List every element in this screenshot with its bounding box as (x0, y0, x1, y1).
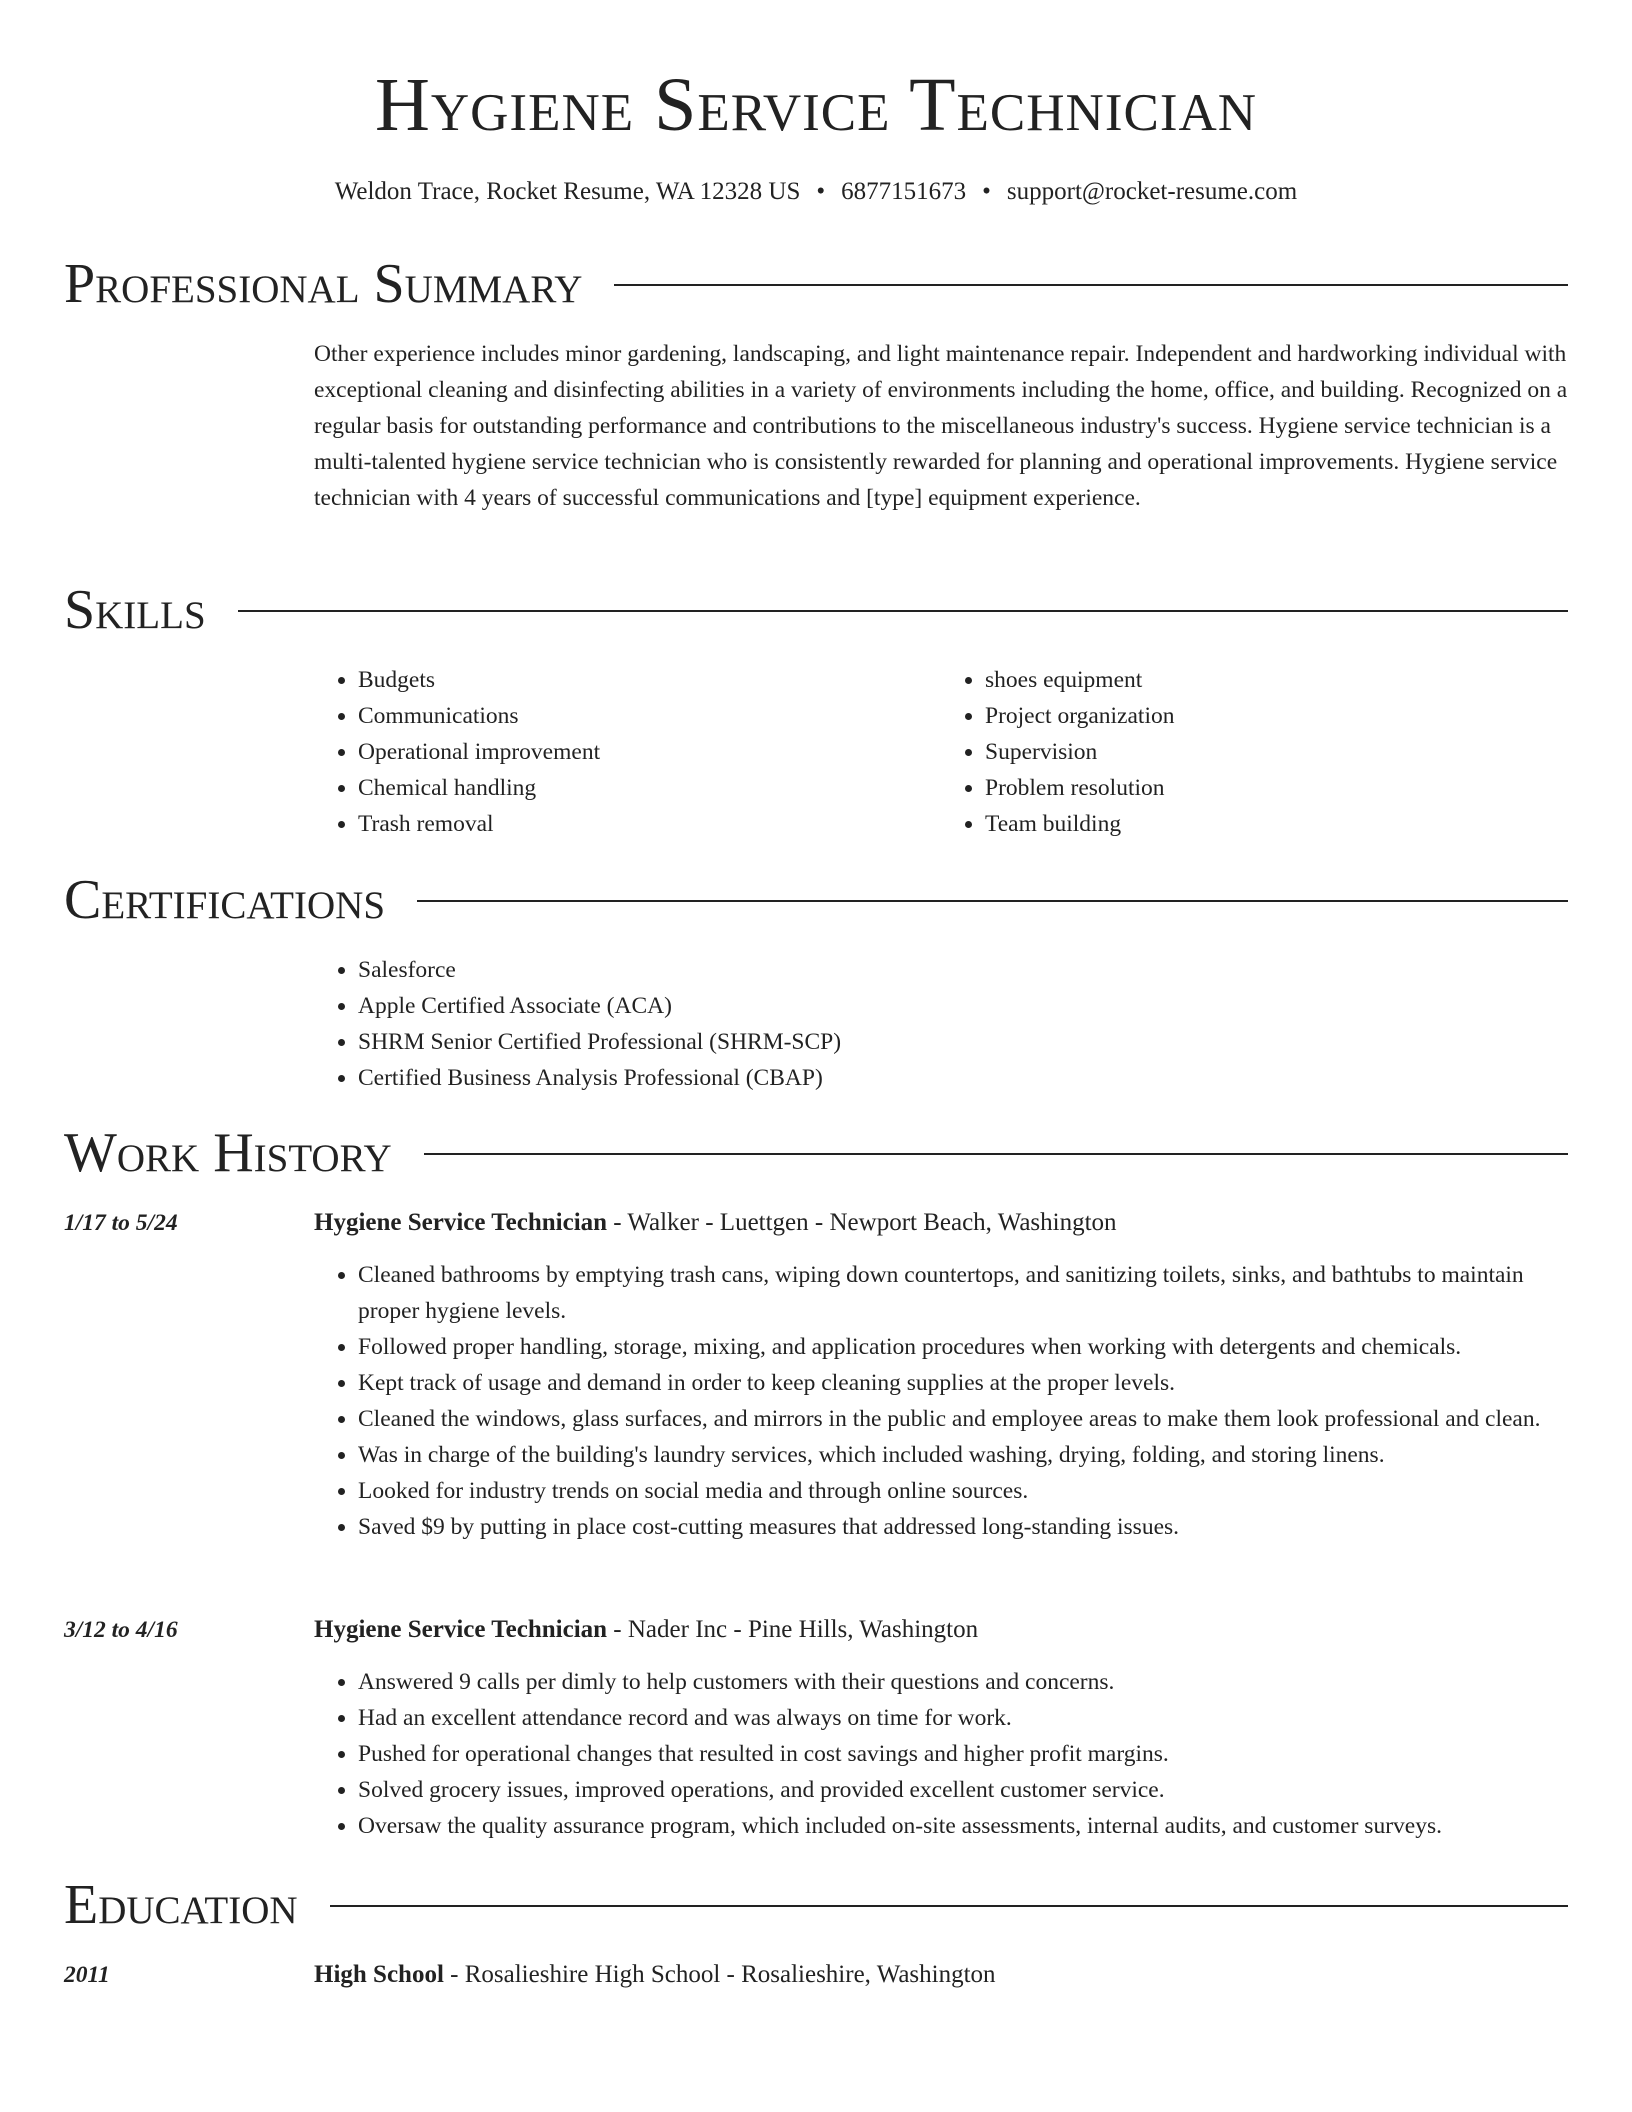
job-bullet: • Saved $9 by putting in place cost-cutting measures that addressed long-standing issues. (358, 1509, 1568, 1545)
job-title-line (314, 1205, 1117, 1241)
skills-columns (314, 662, 1568, 842)
job-dates: 3/12 to 4/16 (64, 1617, 178, 1643)
skill-item: • Project organization (985, 698, 1568, 734)
section-header (64, 1875, 1568, 1935)
job-dates: 1/17 to 5/24 (64, 1210, 178, 1236)
job-bullet: • Looked for industry trends on social media and through online sources. (358, 1473, 1568, 1509)
job-entry (64, 1205, 1568, 1545)
education-entry (64, 1957, 1568, 1993)
skills-section (64, 580, 1568, 842)
section-rule (238, 610, 1568, 612)
job-bullet: • Kept track of usage and demand in order to keep cleaning supplies at the proper levels. (358, 1365, 1568, 1401)
education-line (314, 1957, 996, 1993)
section-title: Education (64, 1874, 298, 1936)
skill-item: • shoes equipment (985, 662, 1568, 698)
job-bullet: • Solved grocery issues, improved operations, and provided excellent customer service. (358, 1772, 1568, 1808)
job-bullet: • Cleaned the windows, glass surfaces, and mirrors in the public and employee areas to make them look professional and clean. (358, 1401, 1568, 1437)
contact-line (0, 176, 1632, 208)
certification-item: • Apple Certified Associate (ACA) (358, 988, 1568, 1024)
skill-item: • Budgets (358, 662, 941, 698)
skill-item: • Communications (358, 698, 941, 734)
skill-item: • Supervision (985, 734, 1568, 770)
skills-list-left (314, 662, 941, 842)
email: support@rocket-resume.com (1006, 178, 1298, 205)
job-bullet: • Had an excellent attendance record and was always on time for work. (358, 1700, 1568, 1736)
summary-section (64, 254, 1568, 516)
job-header (64, 1612, 1568, 1648)
job-employer: - Nader Inc - Pine Hills, Washington (607, 1616, 979, 1643)
skills-list-right (941, 662, 1568, 842)
candidate-name: Hygiene Service Technician (374, 63, 1258, 147)
certification-item: • SHRM Senior Certified Professional (SHRM-SCP) (358, 1024, 1568, 1060)
education-header (64, 1957, 1568, 1993)
job-employer: - Walker - Luettgen - Newport Beach, Washington (607, 1209, 1117, 1236)
job-title-line (314, 1612, 978, 1648)
job-bullet: • Was in charge of the building's laundry services, which included washing, drying, folding, and storing linens. (358, 1437, 1568, 1473)
work-history-section (64, 1123, 1568, 1863)
job-entry (64, 1612, 1568, 1844)
job-title: Hygiene Service Technician (314, 1616, 608, 1643)
certification-item: • Certified Business Analysis Professional (CBAP) (358, 1060, 1568, 1096)
address: Weldon Trace, Rocket Resume, WA 12328 US (334, 178, 801, 205)
education-degree: High School (314, 1961, 444, 1988)
section-title: Skills (64, 579, 206, 641)
certifications-section (64, 870, 1568, 1096)
section-header (64, 580, 1568, 640)
section-rule (417, 900, 1568, 902)
separator: • (982, 178, 991, 205)
job-bullets (314, 1664, 1568, 1844)
section-rule (424, 1153, 1568, 1155)
education-section (64, 1874, 1568, 1988)
job-bullet: • Followed proper handling, storage, mixing, and application procedures when working with detergents and chemicals. (358, 1329, 1568, 1365)
education-year: 2011 (64, 1962, 110, 1988)
job-bullet: • Oversaw the quality assurance program, which included on-site assessments, internal audits, and customer surveys. (358, 1808, 1568, 1844)
summary-text: Other experience includes minor gardening, landscaping, and light maintenance repair. Independent and hardworking individual with exceptional cleaning and disinfecting abilities in a variety of environments including the home, office, and building. Recognized on a regular basis for outstanding performance and contributions to the miscellaneous industry's success. Hygiene service technician is a multi-talented hygiene service technician who is consistently rewarded for planning and operational improvements. Hygiene service technician with 4 years of successful communications and [type] equipment experience. (314, 341, 1568, 511)
section-header (64, 254, 1568, 314)
job-bullet: • Pushed for operational changes that resulted in cost savings and higher profit margins. (358, 1736, 1568, 1772)
section-rule (614, 284, 1568, 286)
section-title: Certifications (64, 869, 386, 931)
certifications-content (314, 952, 1568, 1096)
skill-item: • Trash removal (358, 806, 941, 842)
skill-item: • Problem resolution (985, 770, 1568, 806)
skill-item: • Operational improvement (358, 734, 941, 770)
section-header (64, 870, 1568, 930)
job-bullet: • Answered 9 calls per dimly to help customers with their questions and concerns. (358, 1664, 1568, 1700)
education-school: - Rosalieshire High School - Rosalieshire, Washington (443, 1961, 996, 1988)
job-bullets (314, 1257, 1568, 1545)
section-title: Work History (64, 1122, 392, 1184)
section-rule (330, 1905, 1568, 1907)
skill-item: • Chemical handling (358, 770, 941, 806)
job-title: Hygiene Service Technician (314, 1209, 608, 1236)
certifications-list (314, 952, 1568, 1096)
job-bullet: • Cleaned bathrooms by emptying trash cans, wiping down countertops, and sanitizing toilets, sinks, and bathtubs to maintain proper hygiene levels. (358, 1257, 1568, 1329)
certification-item: • Salesforce (358, 952, 1568, 988)
separator: • (816, 178, 826, 205)
job-header (64, 1205, 1568, 1241)
skill-item: • Team building (985, 806, 1568, 842)
section-title: Professional Summary (64, 253, 583, 315)
phone: 6877151673 (841, 178, 967, 205)
section-header (64, 1123, 1568, 1183)
